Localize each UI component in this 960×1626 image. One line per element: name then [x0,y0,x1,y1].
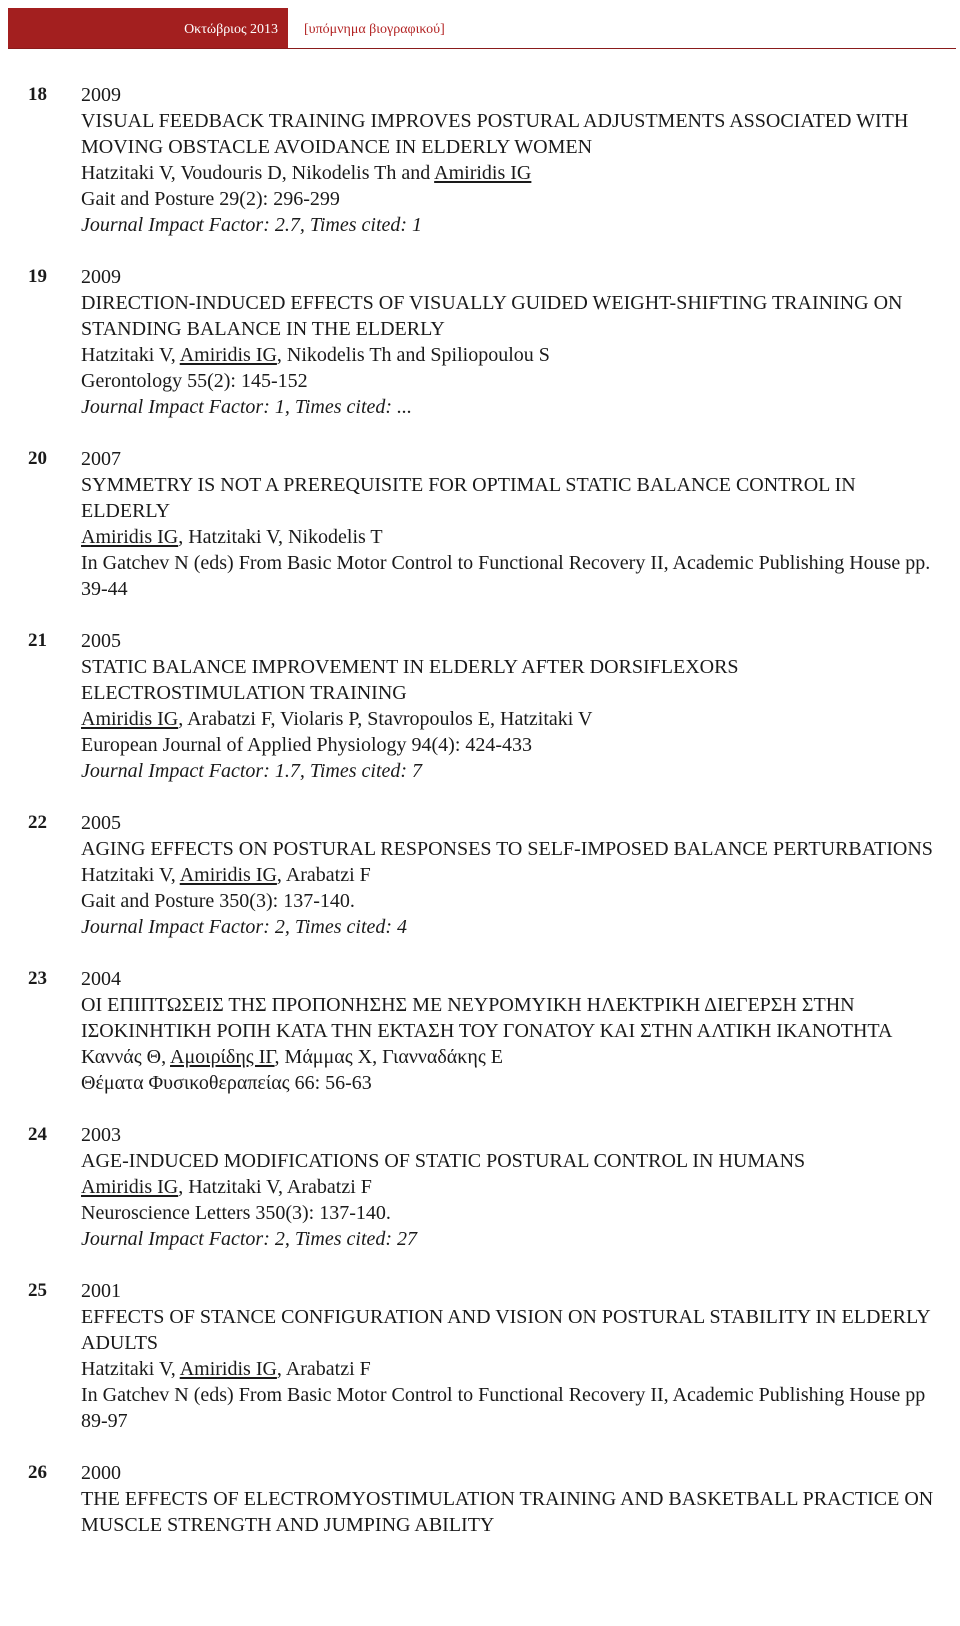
entry-year: 2004 [81,968,121,990]
authors-after: , Arabatzi F [276,864,371,886]
publication-list [28,82,948,1564]
authors-after: , Μάμμας Χ, Γιανναδάκης Ε [274,1046,503,1068]
authors-after: , Arabatzi F [276,1358,371,1380]
entry-venue: European Journal of Applied Physiology 94(4): 424-433 [81,734,533,756]
entry-venue: In Gatchev N (eds) From Basic Motor Control to Functional Recovery II, Academic Publishing House pp. 39-44 [81,552,931,600]
publication-entry [28,1460,948,1538]
entry-venue: In Gatchev N (eds) From Basic Motor Control to Functional Recovery II, Academic Publishing House pp 89-97 [81,1384,926,1432]
entry-venue: Neuroscience Letters 350(3): 137-140. [81,1202,391,1224]
authors-after: , Arabatzi F, Violaris P, Stavropoulos E, Hatzitaki V [178,708,593,730]
entry-impact-factor: Journal Impact Factor: 2, Times cited: 27 [81,1228,418,1250]
publication-entry [28,810,948,940]
entry-year: 2007 [81,448,121,470]
authors-before: Hatzitaki V, Voudouris D, Nikodelis Th and [81,162,435,184]
entry-year: 2009 [81,266,121,288]
author-highlighted: Amiridis IG [179,864,277,886]
author-highlighted: Amiridis IG [81,526,179,548]
entry-venue: Gait and Posture 350(3): 137-140. [81,890,355,912]
header-date: Οκτώβριος 2013 [184,22,278,37]
entry-year: 2001 [81,1280,121,1302]
entry-year: 2005 [81,630,121,652]
entry-authors [81,524,948,550]
authors-before: Hatzitaki V, [81,864,180,886]
entry-authors [81,706,948,732]
entry-year: 2003 [81,1124,121,1146]
publication-entry [28,966,948,1096]
entry-title: AGE-INDUCED MODIFICATIONS OF STATIC POSTURAL CONTROL IN HUMANS [81,1150,806,1172]
entry-impact-factor: Journal Impact Factor: 1, Times cited: ... [81,396,413,418]
authors-before: Καννάς Θ, [81,1046,171,1068]
publication-entry [28,1122,948,1252]
authors-after: , Hatzitaki V, Arabatzi F [178,1176,372,1198]
entry-number: 20 [28,448,47,469]
page-header [8,8,956,49]
publication-entry [28,628,948,784]
entry-title: SYMMETRY IS NOT A PREREQUISITE FOR OPTIMAL STATIC BALANCE CONTROL IN ELDERLY [81,474,856,522]
publication-entry [28,446,948,602]
entry-year: 2000 [81,1462,121,1484]
entry-authors [81,342,948,368]
author-highlighted: Amiridis IG [179,344,277,366]
publication-entry [28,1278,948,1434]
entry-authors [81,862,948,888]
entry-number: 25 [28,1280,47,1301]
publication-entry [28,82,948,238]
entry-authors [81,1174,948,1200]
header-section-label: [υπόμνημα βιογραφικού] [304,22,445,37]
entry-impact-factor: Journal Impact Factor: 2.7, Times cited: 1 [81,214,423,236]
entry-authors [81,160,948,186]
entry-title: DIRECTION-INDUCED EFFECTS OF VISUALLY GUIDED WEIGHT-SHIFTING TRAINING ON STANDING BALANCE IN THE ELDERLY [81,292,903,340]
entry-title: VISUAL FEEDBACK TRAINING IMPROVES POSTURAL ADJUSTMENTS ASSOCIATED WITH MOVING OBSTACLE AVOIDANCE IN ELDERLY WOMEN [81,110,909,158]
entry-title: STATIC BALANCE IMPROVEMENT IN ELDERLY AFTER DORSIFLEXORS ELECTROSTIMULATION TRAINING [81,656,739,704]
header-date-band [8,8,288,48]
entry-impact-factor: Journal Impact Factor: 2, Times cited: 4 [81,916,408,938]
entry-authors [81,1044,948,1070]
author-highlighted: Αμοιρίδης ΙΓ [170,1046,275,1068]
authors-before: Hatzitaki V, [81,344,180,366]
entry-number: 19 [28,266,47,287]
entry-number: 24 [28,1124,47,1145]
entry-number: 23 [28,968,47,989]
author-highlighted: Amiridis IG [434,162,532,184]
entry-number: 26 [28,1462,47,1483]
authors-before: Hatzitaki V, [81,1358,180,1380]
entry-venue: Θέματα Φυσικοθεραπείας 66: 56-63 [81,1072,372,1094]
entry-number: 21 [28,630,47,651]
entry-title: AGING EFFECTS ON POSTURAL RESPONSES TO SELF-IMPOSED BALANCE PERTURBATIONS [81,838,933,860]
publication-entry [28,264,948,420]
author-highlighted: Amiridis IG [81,1176,179,1198]
entry-year: 2005 [81,812,121,834]
authors-after: , Nikodelis Th and Spiliopoulou S [276,344,550,366]
entry-number: 22 [28,812,47,833]
entry-venue: Gerontology 55(2): 145-152 [81,370,308,392]
author-highlighted: Amiridis IG [179,1358,277,1380]
entry-impact-factor: Journal Impact Factor: 1.7, Times cited: 7 [81,760,423,782]
entry-year: 2009 [81,84,121,106]
author-highlighted: Amiridis IG [81,708,179,730]
entry-title: THE EFFECTS OF ELECTROMYOSTIMULATION TRAINING AND BASKETBALL PRACTICE ON MUSCLE STRENGTH AND JUMPING ABILITY [81,1488,934,1536]
entry-number: 18 [28,84,47,105]
entry-authors [81,1356,948,1382]
entry-title: EFFECTS OF STANCE CONFIGURATION AND VISION ON POSTURAL STABILITY IN ELDERLY ADULTS [81,1306,930,1354]
authors-after: , Hatzitaki V, Nikodelis T [178,526,383,548]
entry-title: ΟΙ ΕΠΙΠΤΩΣΕΙΣ ΤΗΣ ΠΡΟΠΟΝΗΣΗΣ ΜΕ ΝΕΥΡΟΜΥΙΚΗ ΗΛΕΚΤΡΙΚΗ ΔΙΕΓΕΡΣΗ ΣΤΗΝ ΙΣΟΚΙΝΗΤΙΚΗ ΡΟΠΗ ΚΑΤΑ ΤΗΝ ΕΚΤΑΣΗ ΤΟΥ ΓΟΝΑΤΟΥ ΚΑΙ ΣΤΗΝ ΑΛΤΙΚΗ ΙΚΑΝΟΤΗΤΑ [81,994,893,1042]
entry-venue: Gait and Posture 29(2): 296-299 [81,188,340,210]
